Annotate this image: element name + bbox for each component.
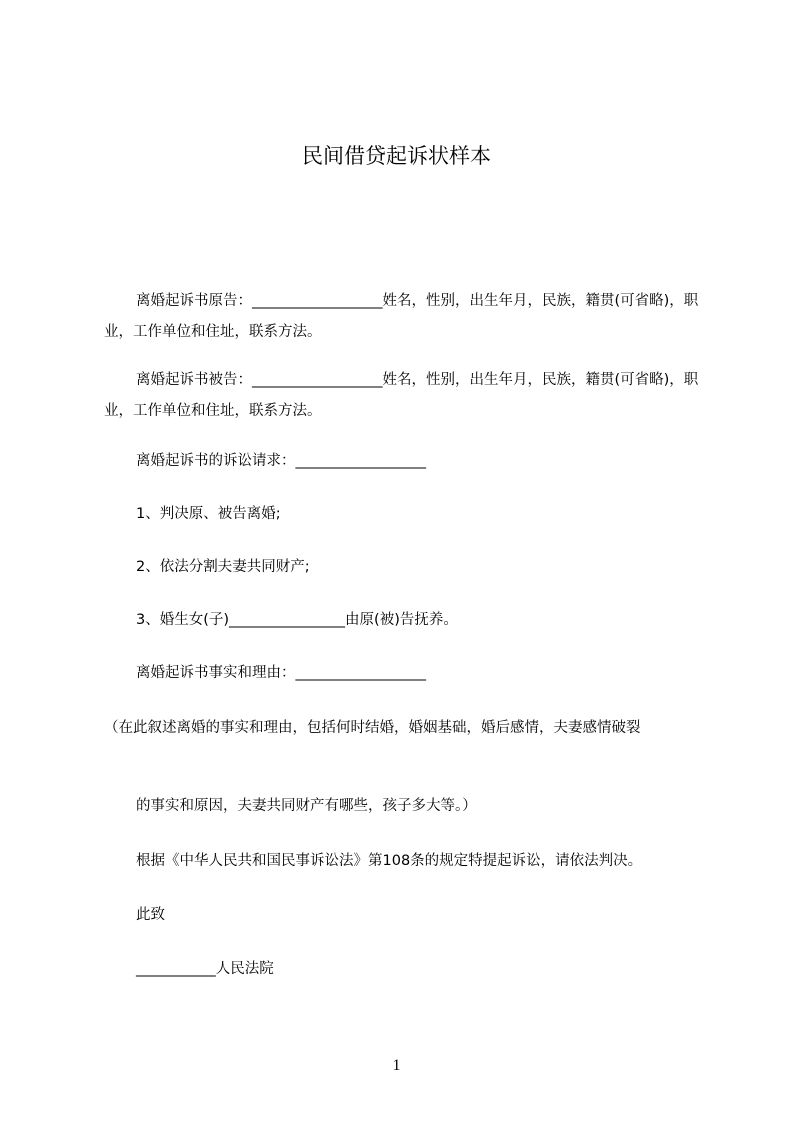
claims-heading: 离婚起诉书的诉讼请求：__________________ (136, 453, 426, 469)
closing-salutation: 此致 (136, 907, 165, 923)
facts-heading: 离婚起诉书事实和理由：__________________ (136, 665, 426, 681)
document-title: 民间借贷起诉状样本 (302, 144, 491, 168)
facts-note-line-2: 的事实和原因，夫妻共同财产有哪些，孩子多大等。） (136, 798, 477, 814)
claim-item-3: 3、婚生女(子)________________由原(被)告抚养。 (136, 612, 458, 628)
page-number: 1 (392, 1057, 401, 1074)
plaintiff-paragraph: 离婚起诉书原告：__________________姓名，性别，出生年月，民族，籍贯(可省略)，职业，工作单位和住址，联系方法。 (104, 293, 699, 340)
claim-item-1: 1、判决原、被告离婚; (136, 506, 281, 522)
claim-item-2: 2、依法分割夫妻共同财产; (136, 559, 310, 575)
court-name: ___________人民法院 (136, 961, 274, 977)
legal-basis: 根据《中华人民共和国民事诉讼法》第108条的规定特提起诉讼，请依法判决。 (136, 853, 643, 869)
facts-note-line-1: （在此叙述离婚的事实和理由，包括何时结婚，婚姻基础，婚后感情，夫妻感情破裂 (104, 720, 641, 736)
defendant-paragraph: 离婚起诉书被告：__________________姓名，性别，出生年月，民族，籍贯(可省略)，职业，工作单位和住址，联系方法。 (104, 372, 699, 419)
